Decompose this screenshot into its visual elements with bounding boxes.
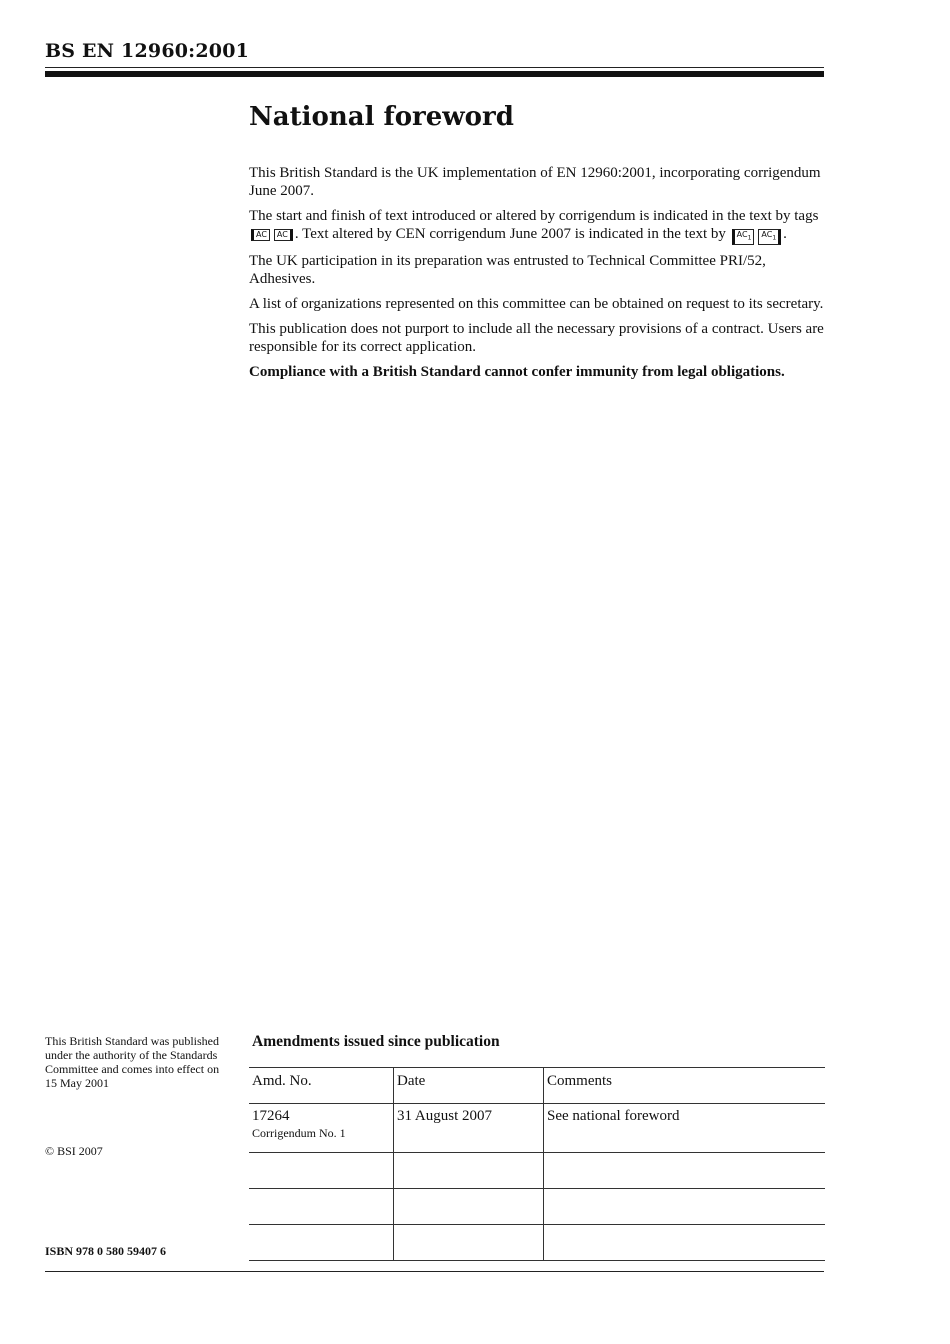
- table-header-row: [249, 1068, 825, 1104]
- paragraph: The UK participation in its preparation was entrusted to Technical Committee PRI/52, Adhesives.: [249, 252, 766, 287]
- amendments-table: [249, 1067, 825, 1261]
- ac-close-tag-icon: AC: [274, 229, 293, 241]
- comments-cell: See national foreword: [544, 1104, 826, 1153]
- foreword-body: [249, 164, 829, 388]
- column-header: Comments: [544, 1068, 826, 1104]
- copyright: © BSI 2007: [45, 1144, 103, 1158]
- paragraph: A list of organizations represented on this committee can be obtained on request to its secretary.: [249, 295, 824, 312]
- text-segment: . Text altered by CEN corrigendum June 2007 is indicated in the text by: [294, 226, 730, 242]
- table-row-empty: [249, 1153, 825, 1189]
- ac1-open-tag-icon: $AC_1$: [732, 229, 755, 245]
- isbn: ISBN 978 0 580 59407 6: [45, 1244, 167, 1258]
- header-rule-thin: [45, 67, 824, 68]
- paragraph: This publication does not purport to include all the necessary provisions of a contract. Users are responsible for its correct application.: [249, 320, 824, 355]
- amd-sub-label: Corrigendum No. 1: [252, 1126, 346, 1140]
- column-header: Amd. No.: [249, 1068, 394, 1104]
- page-title: National foreword: [249, 102, 514, 132]
- amd-no-cell: 17264 Corrigendum No. 1: [249, 1104, 394, 1153]
- column-header: Date: [394, 1068, 544, 1104]
- footer-rule: [45, 1271, 824, 1272]
- ac1-close-tag-icon: $AC_1$: [758, 229, 781, 245]
- paragraph-corrigendum: [249, 207, 829, 245]
- document-id: BS EN 12960:2001: [45, 40, 250, 62]
- table-row: [249, 1104, 825, 1153]
- header-rule-thick: [45, 71, 824, 77]
- amendments-title: Amendments issued since publication: [252, 1033, 500, 1050]
- table-row-empty: [249, 1225, 825, 1261]
- imprint-text: This British Standard was published under the authority of the Standards Committee and comes into effect on 15 May 2001: [45, 1034, 220, 1090]
- text-segment: The start and finish of text introduced or altered by corrigendum is indicated in the text by tags: [249, 208, 819, 224]
- text-segment: .: [783, 226, 787, 242]
- table-row-empty: [249, 1189, 825, 1225]
- paragraph: This British Standard is the UK implementation of EN 12960:2001, incorporating corrigendum June 2007.: [249, 165, 821, 199]
- compliance-statement: Compliance with a British Standard cannot confer immunity from legal obligations.: [249, 363, 785, 380]
- date-cell: 31 August 2007: [394, 1104, 544, 1153]
- ac-open-tag-icon: AC: [251, 229, 270, 241]
